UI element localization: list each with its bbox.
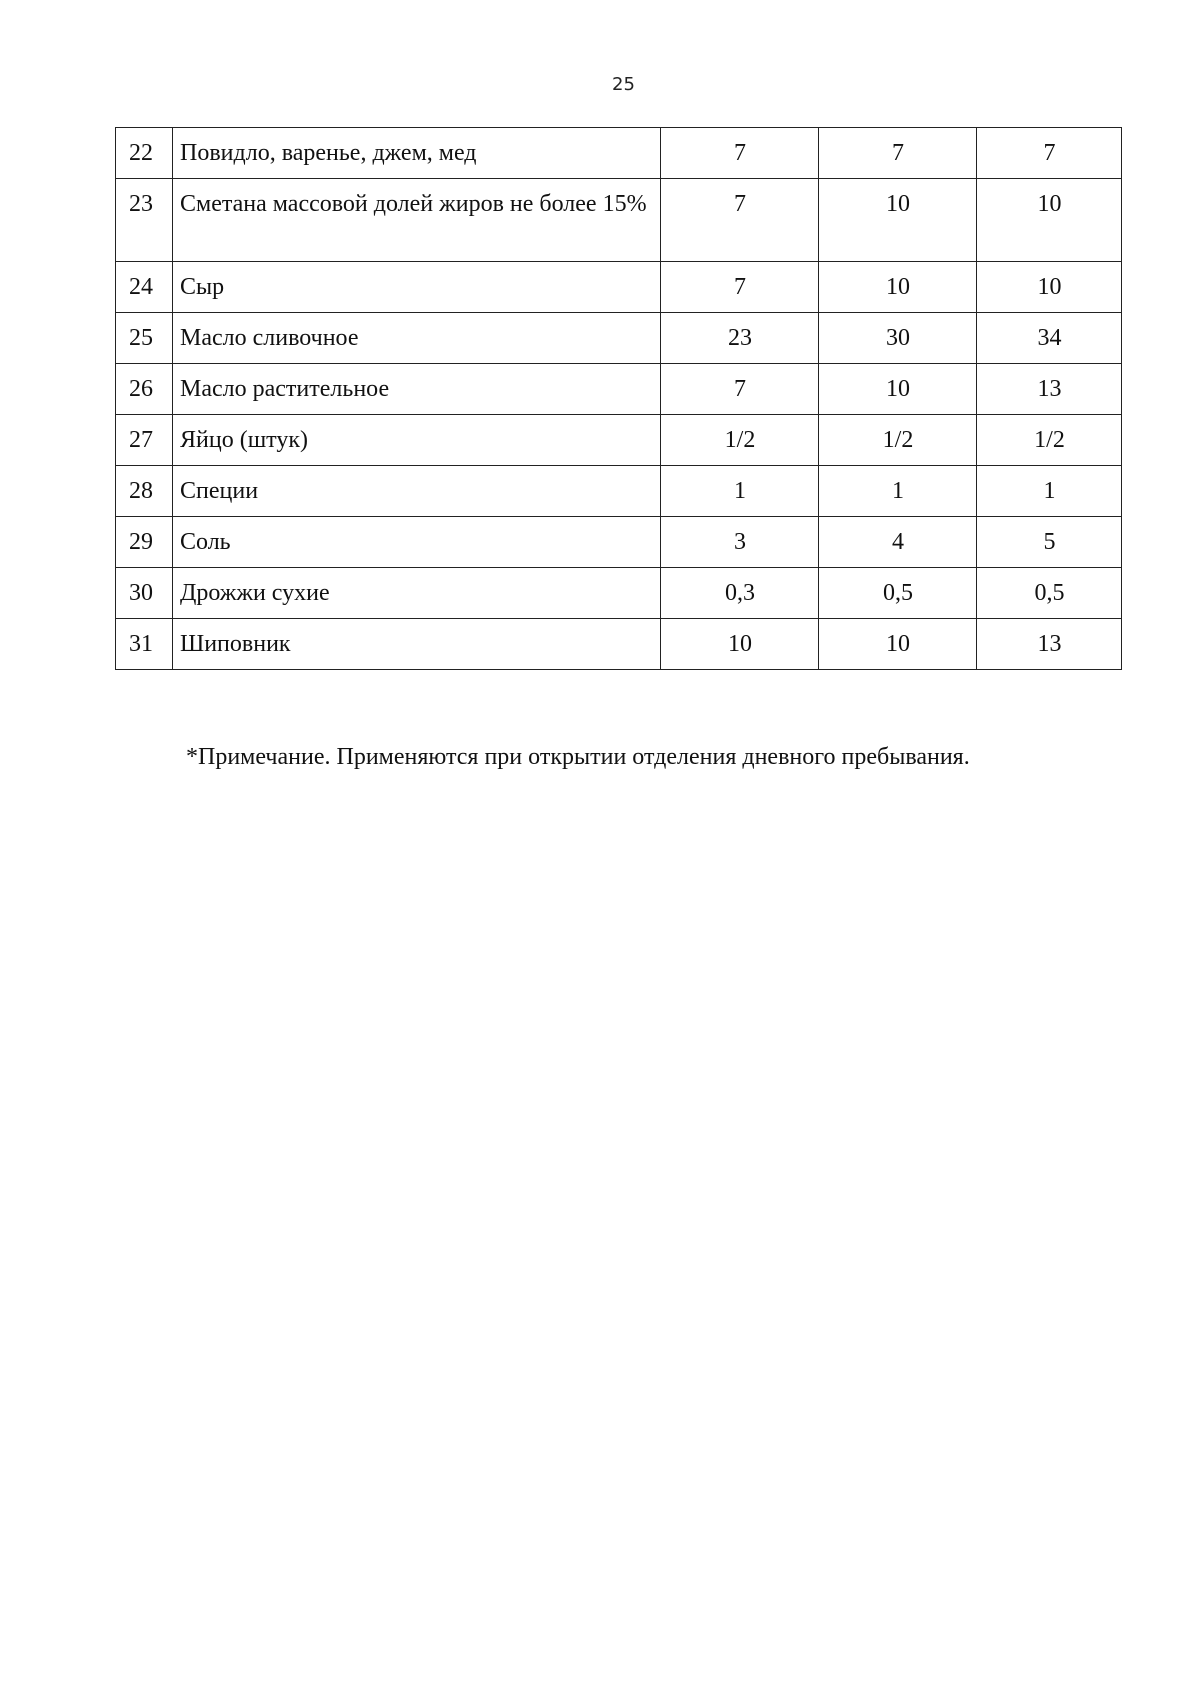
footnote: *Примечание. Применяются при открытии отделения дневного пребывания. xyxy=(186,744,970,770)
value-cell-1: 1/2 xyxy=(661,415,819,466)
table-row xyxy=(116,179,1122,262)
value-cell-3: 34 xyxy=(977,313,1122,364)
table-row xyxy=(116,619,1122,670)
product-name: Сметана массовой долей жиров не более 15% xyxy=(173,179,661,262)
value-cell-1: 10 xyxy=(661,619,819,670)
product-name: Специи xyxy=(173,466,661,517)
table-row xyxy=(116,128,1122,179)
row-number: 25 xyxy=(116,313,173,364)
row-number: 27 xyxy=(116,415,173,466)
table-row xyxy=(116,364,1122,415)
row-number: 28 xyxy=(116,466,173,517)
value-cell-3: 1/2 xyxy=(977,415,1122,466)
value-cell-2: 7 xyxy=(819,128,977,179)
product-name: Яйцо (штук) xyxy=(173,415,661,466)
value-cell-1: 1 xyxy=(661,466,819,517)
products-table xyxy=(115,127,1122,670)
value-cell-3: 1 xyxy=(977,466,1122,517)
page-number: 25 xyxy=(612,74,635,95)
value-cell-2: 10 xyxy=(819,262,977,313)
value-cell-2: 10 xyxy=(819,179,977,262)
row-number: 23 xyxy=(116,179,173,262)
value-cell-2: 1/2 xyxy=(819,415,977,466)
row-number: 24 xyxy=(116,262,173,313)
value-cell-2: 1 xyxy=(819,466,977,517)
value-cell-1: 3 xyxy=(661,517,819,568)
value-cell-3: 0,5 xyxy=(977,568,1122,619)
table-row xyxy=(116,517,1122,568)
value-cell-1: 7 xyxy=(661,179,819,262)
value-cell-2: 30 xyxy=(819,313,977,364)
value-cell-3: 5 xyxy=(977,517,1122,568)
row-number: 22 xyxy=(116,128,173,179)
product-name: Масло сливочное xyxy=(173,313,661,364)
table-row xyxy=(116,568,1122,619)
row-number: 29 xyxy=(116,517,173,568)
value-cell-1: 0,3 xyxy=(661,568,819,619)
value-cell-2: 10 xyxy=(819,619,977,670)
row-number: 31 xyxy=(116,619,173,670)
value-cell-3: 13 xyxy=(977,619,1122,670)
value-cell-3: 10 xyxy=(977,179,1122,262)
product-name: Соль xyxy=(173,517,661,568)
value-cell-2: 10 xyxy=(819,364,977,415)
value-cell-2: 4 xyxy=(819,517,977,568)
product-name: Повидло, варенье, джем, мед xyxy=(173,128,661,179)
value-cell-1: 7 xyxy=(661,262,819,313)
product-name: Шиповник xyxy=(173,619,661,670)
value-cell-1: 23 xyxy=(661,313,819,364)
table-row xyxy=(116,262,1122,313)
value-cell-2: 0,5 xyxy=(819,568,977,619)
product-name: Сыр xyxy=(173,262,661,313)
row-number: 26 xyxy=(116,364,173,415)
value-cell-3: 10 xyxy=(977,262,1122,313)
product-name: Масло растительное xyxy=(173,364,661,415)
value-cell-3: 7 xyxy=(977,128,1122,179)
value-cell-1: 7 xyxy=(661,364,819,415)
table-row xyxy=(116,415,1122,466)
table-row xyxy=(116,466,1122,517)
table-row xyxy=(116,313,1122,364)
row-number: 30 xyxy=(116,568,173,619)
product-name: Дрожжи сухие xyxy=(173,568,661,619)
value-cell-3: 13 xyxy=(977,364,1122,415)
value-cell-1: 7 xyxy=(661,128,819,179)
